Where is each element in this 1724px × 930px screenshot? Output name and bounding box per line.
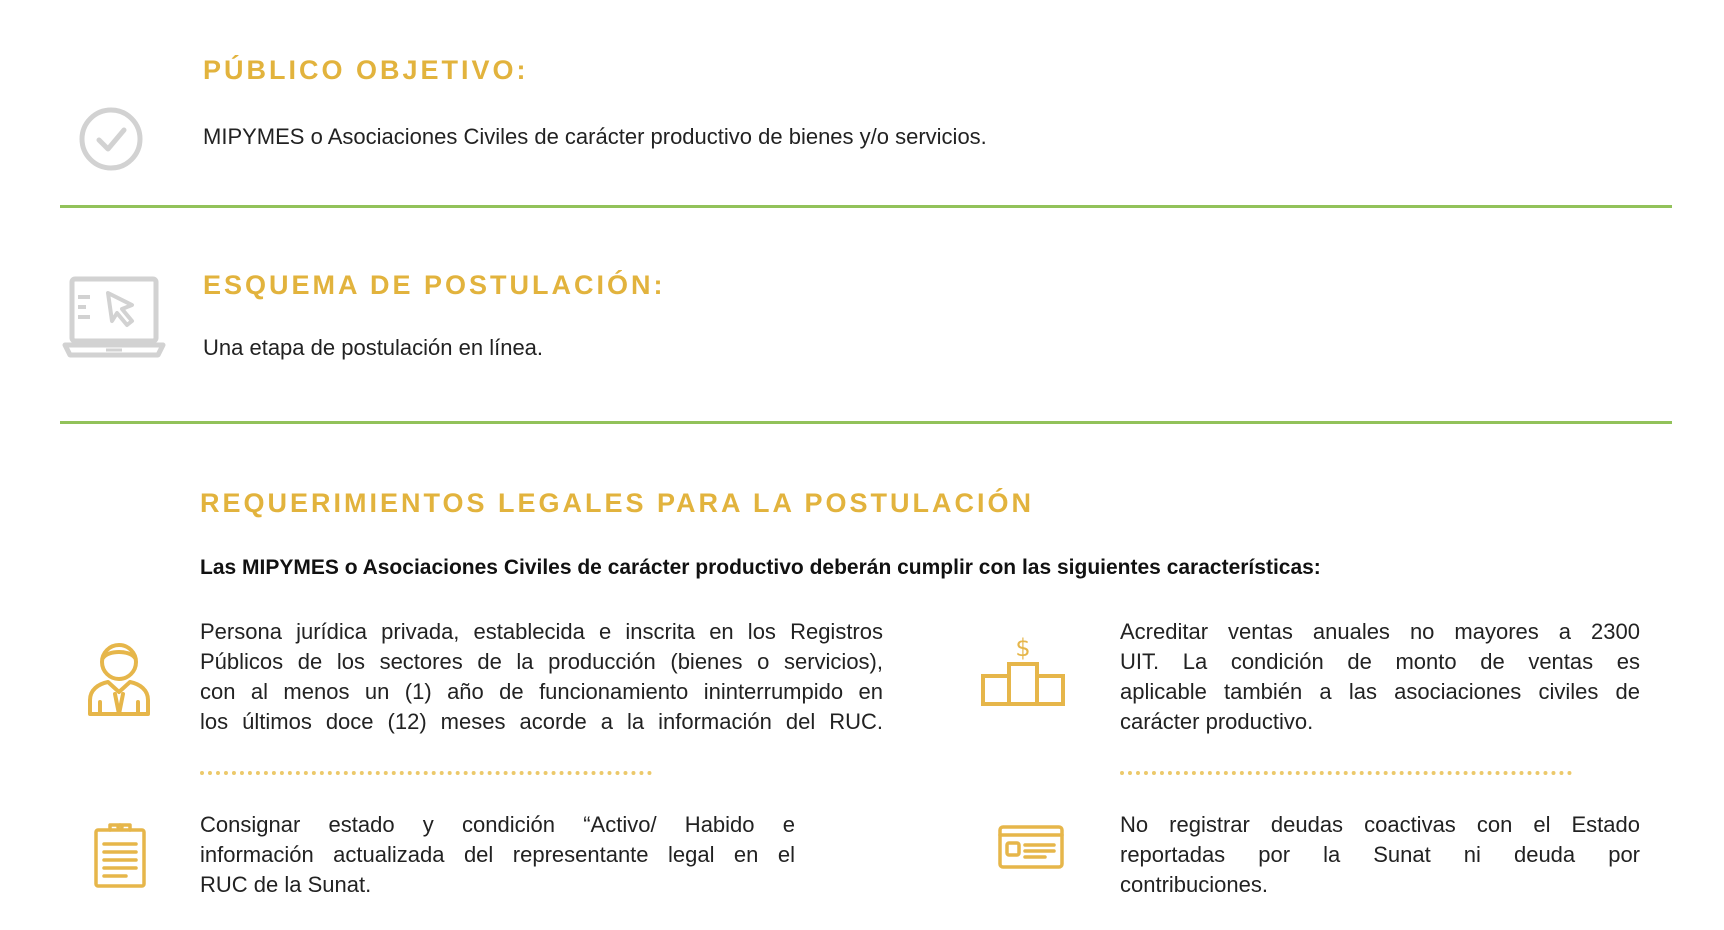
section-divider-1 [60, 205, 1672, 208]
requerimientos-intro: Las MIPYMES o Asociaciones Civiles de carácter productivo deberán cumplir con las siguientes características: [200, 556, 1321, 579]
requirement-3-line-3: RUC de la Sunat. [200, 872, 372, 897]
money-podium-icon [980, 630, 1066, 708]
requirement-4-line-2: reportadas por la Sunat ni deuda por [1120, 842, 1640, 867]
requirement-2-line-2: UIT. La condición de monto de ventas es [1120, 649, 1640, 674]
requerimientos-title: REQUERIMIENTOS LEGALES PARA LA POSTULACIÓN [200, 488, 1035, 518]
requirement-2-line-1: Acreditar ventas anuales no mayores a 2300 [1120, 619, 1640, 644]
section-divider-2 [60, 421, 1672, 424]
requirement-1-line-2: Públicos de los sectores de la producción (bienes o servicios), [200, 649, 883, 674]
clipboard-icon [92, 820, 148, 888]
esquema-postulacion-text: Una etapa de postulación en línea. [203, 335, 544, 360]
dotted-separator-right [1120, 771, 1572, 775]
requirement-1-line-1: Persona jurídica privada, establecida e inscrita en los Registros [200, 619, 883, 644]
requirement-item-3 [200, 810, 795, 900]
requirement-4-line-3: contribuciones. [1120, 872, 1268, 897]
requirement-3-line-2: información actualizada del representante legal en el [200, 842, 795, 867]
id-card-icon [997, 824, 1065, 870]
requirement-item-1 [200, 617, 883, 737]
requirement-item-2 [1120, 617, 1640, 737]
requirement-1-line-4: los últimos doce (12) meses acorde a la información del RUC. [200, 709, 883, 734]
requirement-1-line-3: con al menos un (1) año de funcionamiento ininterrumpido en [200, 679, 883, 704]
requirement-2-line-3: aplicable también a las asociaciones civiles de [1120, 679, 1640, 704]
requirement-item-4 [1120, 810, 1640, 900]
publico-objetivo-title: PÚBLICO OBJETIVO: [203, 55, 529, 85]
check-circle-icon [78, 106, 144, 172]
svg-text:$: $ [1015, 634, 1031, 662]
requirement-2-line-4: carácter productivo. [1120, 709, 1314, 734]
requirement-3-line-1: Consignar estado y condición “Activo/ Habido e [200, 812, 795, 837]
esquema-postulacion-title: ESQUEMA DE POSTULACIÓN: [203, 270, 666, 300]
dotted-separator-left [200, 771, 652, 775]
person-icon [86, 638, 152, 716]
laptop-cursor-icon [62, 275, 166, 361]
requirement-4-line-1: No registrar deudas coactivas con el Estado [1120, 812, 1640, 837]
publico-objetivo-text: MIPYMES o Asociaciones Civiles de carácter productivo de bienes y/o servicios. [203, 124, 987, 149]
